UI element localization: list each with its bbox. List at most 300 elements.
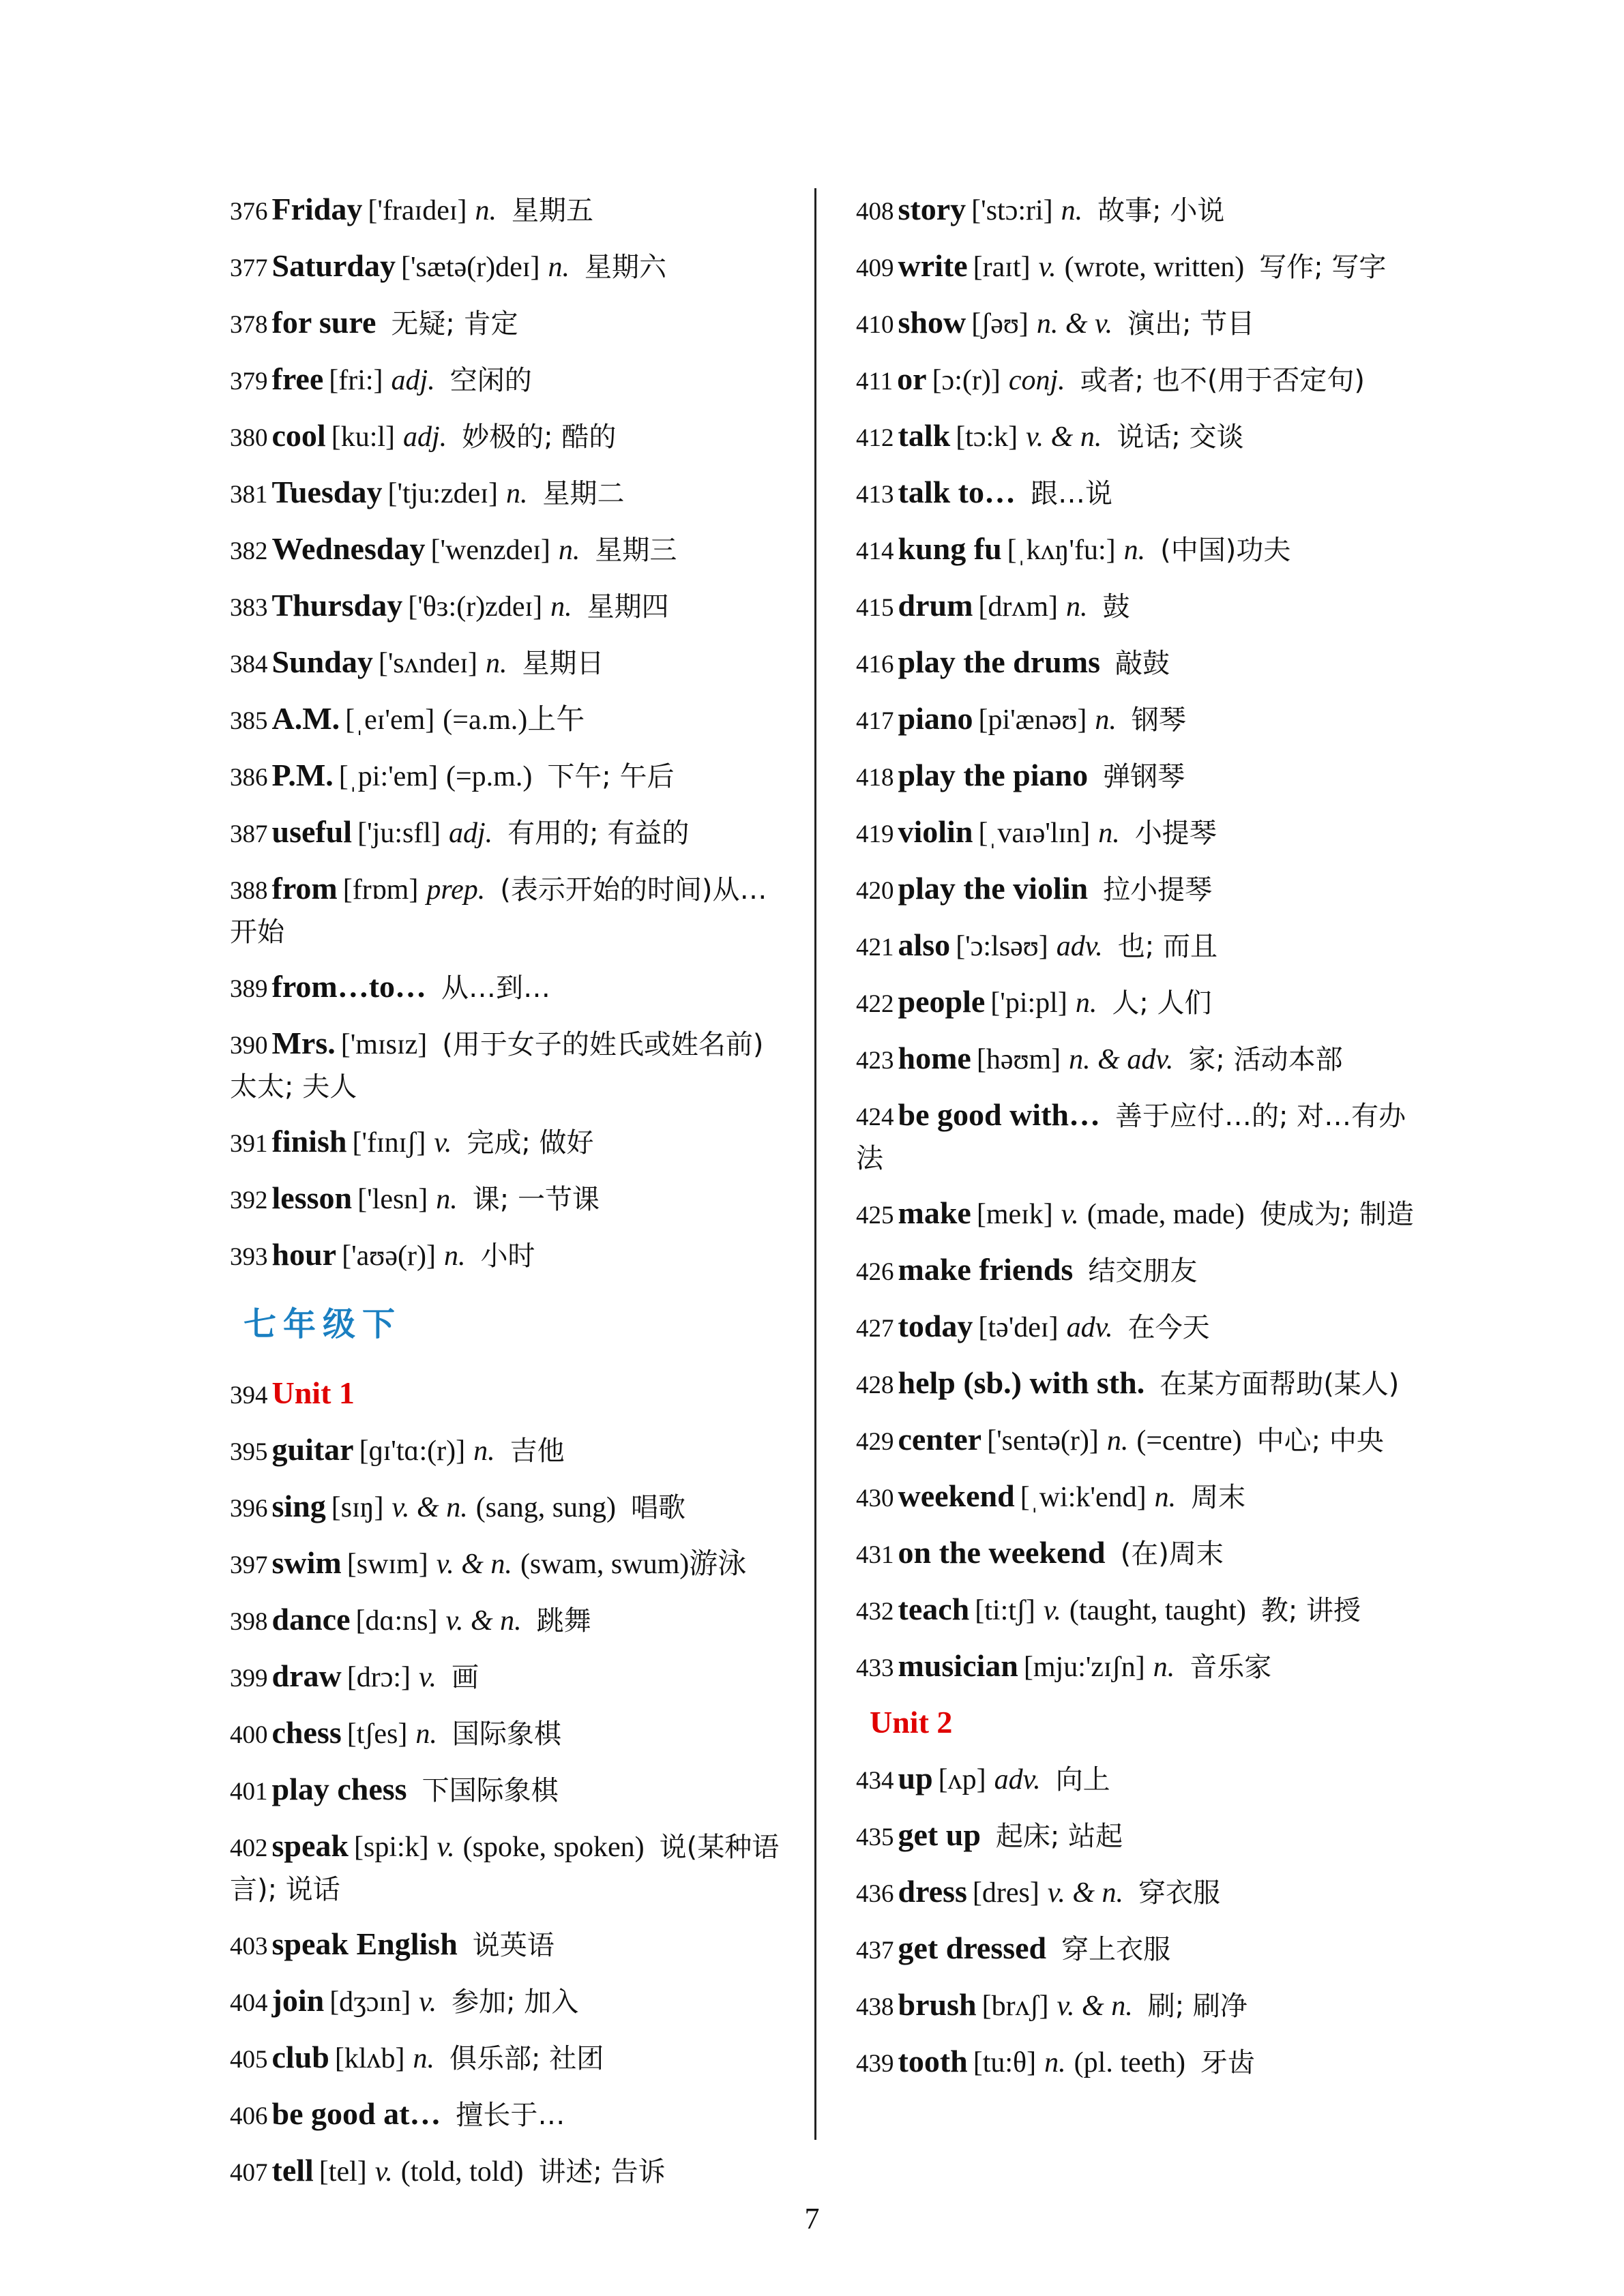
entry-number: 382 bbox=[230, 537, 268, 565]
vocab-entry bbox=[230, 188, 789, 233]
vocab-entry bbox=[856, 1094, 1419, 1180]
entry-number: 409 bbox=[856, 254, 894, 282]
entry-number: 428 bbox=[856, 1371, 894, 1399]
entry-number: 418 bbox=[856, 764, 894, 792]
vocab-entry bbox=[856, 1037, 1419, 1082]
phonetic: [sɪŋ] bbox=[331, 1492, 384, 1523]
part-of-speech: n. bbox=[1098, 818, 1120, 849]
headword: A.M. bbox=[271, 701, 340, 736]
word-forms: (=a.m.)上午 bbox=[443, 704, 585, 736]
entry-number: 407 bbox=[230, 2159, 268, 2187]
phonetic: [frɒm] bbox=[342, 874, 419, 906]
phonetic: ['sʌndeɪ] bbox=[378, 648, 478, 679]
entry-number: 386 bbox=[230, 764, 268, 792]
vocab-entry bbox=[856, 528, 1419, 572]
phonetic: [meɪk] bbox=[976, 1199, 1053, 1230]
part-of-speech: n. bbox=[1044, 2047, 1066, 2078]
vocab-entry bbox=[230, 245, 789, 289]
vocab-entry bbox=[230, 1598, 789, 1643]
left-column bbox=[230, 188, 789, 2206]
chinese-meaning: 跟…说 bbox=[1031, 478, 1112, 509]
vocab-entry bbox=[230, 1980, 789, 2024]
vocab-entry bbox=[230, 528, 789, 572]
part-of-speech: adv. bbox=[1066, 1312, 1113, 1343]
vocab-entry bbox=[856, 1870, 1419, 1915]
part-of-speech: n. bbox=[1066, 591, 1088, 623]
part-of-speech: v. bbox=[1061, 1199, 1079, 1230]
part-of-speech: v. bbox=[419, 1662, 437, 1693]
part-of-speech: n. & adv. bbox=[1069, 1044, 1174, 1075]
headword: guitar bbox=[271, 1432, 354, 1467]
entry-number: 417 bbox=[856, 707, 894, 735]
vocab-entry bbox=[856, 641, 1419, 685]
entry-number: 392 bbox=[230, 1187, 268, 1214]
entry-number: 434 bbox=[856, 1767, 894, 1795]
phonetic: [ɔ:(r)] bbox=[932, 365, 1001, 396]
chinese-meaning: (中国)功夫 bbox=[1160, 535, 1291, 566]
chinese-meaning: 课; 一节课 bbox=[472, 1184, 600, 1215]
part-of-speech: v. bbox=[1043, 1595, 1061, 1626]
chinese-meaning: 讲述; 告诉 bbox=[538, 2156, 666, 2188]
headword: today bbox=[898, 1309, 973, 1343]
chinese-meaning: 俱乐部; 社团 bbox=[449, 2043, 604, 2074]
vocab-entry bbox=[230, 2093, 789, 2137]
headword: dance bbox=[271, 1602, 351, 1637]
chinese-meaning: 善于应付…的; 对…有办法 bbox=[856, 1101, 1406, 1174]
entry-number: 397 bbox=[230, 1551, 268, 1579]
vocab-entry bbox=[230, 1542, 789, 1586]
unit-heading bbox=[870, 1701, 1419, 1745]
phonetic: [ˌkʌŋ'fu:] bbox=[1007, 535, 1116, 566]
entry-number: 427 bbox=[856, 1315, 894, 1343]
entry-number: 419 bbox=[856, 820, 894, 848]
chinese-meaning: 结交朋友 bbox=[1088, 1255, 1198, 1287]
headword: be good with… bbox=[898, 1097, 1100, 1132]
chinese-meaning: 有用的; 有益的 bbox=[507, 818, 690, 849]
entry-number: 403 bbox=[230, 1933, 268, 1960]
part-of-speech: v. & n. bbox=[1047, 1877, 1124, 1909]
vocab-entry bbox=[230, 1022, 789, 1108]
chinese-meaning: 弹钢琴 bbox=[1103, 761, 1185, 792]
chinese-meaning: 小提琴 bbox=[1134, 818, 1217, 849]
headword: sing bbox=[271, 1489, 326, 1523]
chinese-meaning: 家; 活动本部 bbox=[1188, 1044, 1343, 1075]
part-of-speech: n. bbox=[413, 2043, 435, 2074]
entry-number: 414 bbox=[856, 537, 894, 565]
chinese-meaning: 星期六 bbox=[584, 252, 666, 283]
vocab-entry bbox=[230, 1712, 789, 1756]
vocab-entry bbox=[856, 1532, 1419, 1576]
part-of-speech: n. bbox=[1095, 704, 1117, 736]
chinese-meaning: 使成为; 制造 bbox=[1259, 1199, 1414, 1230]
entry-number: 432 bbox=[856, 1598, 894, 1626]
entry-number: 408 bbox=[856, 198, 894, 226]
entry-number: 423 bbox=[856, 1047, 894, 1075]
entry-number: 385 bbox=[230, 707, 268, 735]
vocab-entry bbox=[230, 1120, 789, 1165]
headword: write bbox=[898, 248, 968, 283]
phonetic: ['sætə(r)deɪ] bbox=[400, 252, 540, 283]
vocab-entry bbox=[856, 1192, 1419, 1236]
entry-number: 422 bbox=[856, 990, 894, 1018]
chinese-meaning: 星期四 bbox=[587, 591, 669, 623]
part-of-speech: n. & v. bbox=[1036, 308, 1113, 340]
headword: on the weekend bbox=[898, 1535, 1106, 1570]
section-heading: 七年级下 bbox=[243, 1305, 402, 1343]
headword: weekend bbox=[898, 1478, 1015, 1513]
vocab-entry bbox=[230, 358, 789, 402]
vocab-entry bbox=[230, 1923, 789, 1967]
vocab-entry bbox=[230, 1429, 789, 1473]
part-of-speech: conj. bbox=[1008, 365, 1065, 396]
word-forms: (pl. teeth) bbox=[1074, 2047, 1185, 2078]
vocab-entry bbox=[230, 811, 789, 855]
phonetic: [həʊm] bbox=[976, 1044, 1061, 1075]
vocab-entry bbox=[856, 924, 1419, 968]
chinese-meaning: 演出; 节目 bbox=[1127, 308, 1255, 340]
vocab-entry bbox=[856, 1927, 1419, 1971]
chinese-meaning: 牙齿 bbox=[1200, 2047, 1255, 2078]
entry-number: 437 bbox=[856, 1937, 894, 1965]
chinese-meaning: 空闲的 bbox=[449, 365, 532, 396]
entry-number: 420 bbox=[856, 877, 894, 905]
part-of-speech: n. bbox=[505, 478, 528, 509]
entry-number: 388 bbox=[230, 877, 268, 905]
entry-number: 402 bbox=[230, 1834, 268, 1862]
entry-number: 413 bbox=[856, 481, 894, 509]
headword: Mrs. bbox=[271, 1026, 336, 1060]
part-of-speech: prep. bbox=[426, 874, 486, 906]
vocab-entry bbox=[856, 1814, 1419, 1858]
entry-number: 390 bbox=[230, 1032, 268, 1060]
headword: play the violin bbox=[898, 871, 1089, 906]
phonetic: [mju:'zɪʃn] bbox=[1023, 1652, 1145, 1683]
right-column bbox=[856, 188, 1419, 2097]
headword: get up bbox=[898, 1817, 981, 1852]
headword: speak bbox=[271, 1828, 349, 1863]
phonetic: ['ɔ:lsəʊ] bbox=[956, 931, 1048, 962]
chinese-meaning: 鼓 bbox=[1102, 591, 1130, 623]
headword: play the piano bbox=[898, 758, 1089, 792]
vocab-entry bbox=[856, 1645, 1419, 1689]
headword: make friends bbox=[898, 1252, 1074, 1287]
phonetic: ['wenzdeɪ] bbox=[430, 535, 550, 566]
vocab-entry bbox=[230, 2036, 789, 2081]
vocab-entry bbox=[856, 1362, 1419, 1406]
entry-number: 404 bbox=[230, 1989, 268, 2017]
headword: kung fu bbox=[898, 531, 1002, 566]
phonetic: [swɪm] bbox=[346, 1549, 428, 1580]
vocab-entry bbox=[856, 698, 1419, 742]
part-of-speech: n. bbox=[1075, 987, 1097, 1019]
phonetic: ['fraɪdeɪ] bbox=[368, 195, 467, 226]
unit-label: Unit 2 bbox=[870, 1705, 953, 1740]
headword: tooth bbox=[898, 2044, 968, 2078]
entry-number: 387 bbox=[230, 820, 268, 848]
part-of-speech: n. bbox=[550, 591, 572, 623]
headword: swim bbox=[271, 1545, 342, 1580]
vocab-entry bbox=[230, 1655, 789, 1699]
vocab-entry bbox=[230, 415, 789, 459]
unit-label: Unit 1 bbox=[271, 1375, 355, 1410]
phonetic: ['pi:pl] bbox=[990, 987, 1067, 1019]
headword: talk bbox=[898, 418, 951, 453]
vocab-entry bbox=[230, 471, 789, 516]
word-forms: (sang, sung) bbox=[475, 1492, 617, 1523]
vocab-entry bbox=[230, 301, 789, 346]
entry-number: 401 bbox=[230, 1778, 268, 1806]
headword: lesson bbox=[271, 1180, 353, 1215]
chinese-meaning: 刷; 刷净 bbox=[1147, 1991, 1247, 2022]
vocab-entry bbox=[856, 867, 1419, 912]
part-of-speech: v. & n. bbox=[1026, 421, 1102, 453]
chinese-meaning: (用于女子的姓氏或姓名前)太太; 夫人 bbox=[230, 1029, 764, 1103]
chinese-meaning: 故事; 小说 bbox=[1097, 195, 1225, 226]
entry-number: 426 bbox=[856, 1258, 894, 1286]
part-of-speech: v. bbox=[374, 2156, 393, 2188]
phonetic: [ku:l] bbox=[331, 421, 396, 453]
entry-number: 435 bbox=[856, 1823, 894, 1851]
chinese-meaning: 下国际象棋 bbox=[422, 1775, 559, 1806]
chinese-meaning: 人; 人们 bbox=[1112, 987, 1212, 1019]
headword: from bbox=[271, 871, 338, 906]
phonetic: [ti:tʃ] bbox=[975, 1595, 1035, 1626]
part-of-speech: n. bbox=[1154, 1482, 1177, 1513]
page-number: 7 bbox=[804, 2202, 820, 2235]
part-of-speech: adj. bbox=[448, 818, 493, 849]
entry-number: 389 bbox=[230, 975, 268, 1003]
chinese-meaning: 向上 bbox=[1055, 1764, 1110, 1795]
vocab-entry bbox=[230, 641, 789, 685]
chinese-meaning: 参加; 加入 bbox=[452, 1986, 579, 2018]
chinese-meaning: 国际象棋 bbox=[452, 1718, 561, 1750]
vocab-entry bbox=[230, 754, 789, 799]
vocab-entry bbox=[230, 966, 789, 1010]
word-forms: (=p.m.) bbox=[445, 761, 533, 792]
vocab-entry bbox=[856, 1418, 1419, 1463]
chinese-meaning: 中心; 中央 bbox=[1256, 1425, 1384, 1457]
vocab-entry bbox=[230, 698, 789, 742]
entry-number: 421 bbox=[856, 934, 894, 961]
vocab-entry bbox=[856, 301, 1419, 346]
chinese-meaning: 画 bbox=[452, 1662, 479, 1693]
chinese-meaning: (在)周末 bbox=[1120, 1538, 1224, 1570]
chinese-meaning: 穿上衣服 bbox=[1061, 1934, 1171, 1965]
headword: Sunday bbox=[271, 644, 373, 679]
part-of-speech: v. & n. bbox=[1057, 1991, 1133, 2022]
phonetic: [drʌm] bbox=[978, 591, 1059, 623]
headword: make bbox=[898, 1195, 971, 1230]
chinese-meaning: 说(某种语言); 说话 bbox=[230, 1832, 780, 1905]
part-of-speech: n. bbox=[558, 535, 580, 566]
vocab-entry bbox=[230, 1234, 789, 1278]
headword: home bbox=[898, 1041, 971, 1075]
entry-number: 431 bbox=[856, 1541, 894, 1569]
phonetic: [ˌwi:k'end] bbox=[1020, 1482, 1147, 1513]
phonetic: [brʌʃ] bbox=[981, 1991, 1049, 2022]
vocab-entry bbox=[856, 1305, 1419, 1350]
phonetic: [fri:] bbox=[329, 365, 383, 396]
part-of-speech: n. bbox=[475, 195, 497, 226]
phonetic: [ˌeɪ'em] bbox=[345, 704, 435, 736]
entry-number: 395 bbox=[230, 1438, 268, 1466]
headword: Saturday bbox=[271, 248, 396, 283]
headword: from…to… bbox=[271, 969, 427, 1004]
chinese-meaning: 小时 bbox=[480, 1240, 535, 1272]
chinese-meaning: 敲鼓 bbox=[1114, 648, 1170, 679]
entry-number: 416 bbox=[856, 651, 894, 679]
chinese-meaning: 在某方面帮助(某人) bbox=[1160, 1369, 1400, 1400]
headword: club bbox=[271, 2040, 329, 2074]
headword: drum bbox=[898, 588, 973, 623]
phonetic: [tɔ:k] bbox=[956, 421, 1018, 453]
vocab-entry bbox=[230, 2149, 789, 2194]
headword: story bbox=[898, 192, 966, 226]
headword: talk to… bbox=[898, 475, 1016, 509]
chinese-meaning: (表示开始的时间)从…开始 bbox=[230, 874, 767, 948]
vocab-entry bbox=[230, 1768, 789, 1813]
headword: hour bbox=[271, 1237, 337, 1272]
phonetic: [tʃes] bbox=[346, 1718, 408, 1750]
phonetic: ['mɪsɪz] bbox=[340, 1029, 428, 1060]
entry-number: 398 bbox=[230, 1608, 268, 1636]
headword: useful bbox=[271, 814, 353, 849]
headword: play the drums bbox=[898, 644, 1100, 679]
word-forms: (=centre) bbox=[1136, 1425, 1242, 1457]
part-of-speech: v. bbox=[1038, 252, 1057, 283]
phonetic: [tə'deɪ] bbox=[978, 1312, 1059, 1343]
entry-number: 394 bbox=[230, 1382, 268, 1410]
entry-number: 415 bbox=[856, 594, 894, 622]
chinese-meaning: 拉小提琴 bbox=[1103, 874, 1213, 906]
headword: teach bbox=[898, 1592, 970, 1626]
entry-number: 378 bbox=[230, 311, 268, 339]
headword: piano bbox=[898, 701, 973, 736]
chinese-meaning: 教; 讲授 bbox=[1260, 1595, 1361, 1626]
phonetic: [spi:k] bbox=[353, 1832, 429, 1863]
phonetic: [pi'ænəʊ] bbox=[978, 704, 1087, 736]
word-forms: (wrote, written) bbox=[1064, 252, 1245, 283]
part-of-speech: n. bbox=[1061, 195, 1083, 226]
headword: musician bbox=[898, 1648, 1018, 1683]
vocab-entry bbox=[856, 471, 1419, 516]
entry-number: 399 bbox=[230, 1665, 268, 1693]
entry-number: 379 bbox=[230, 368, 268, 396]
chinese-meaning: 穿衣服 bbox=[1138, 1877, 1221, 1909]
part-of-speech: v. bbox=[434, 1127, 452, 1159]
headword: show bbox=[898, 305, 966, 340]
headword: or bbox=[897, 361, 927, 396]
headword: Thursday bbox=[271, 588, 403, 623]
part-of-speech: n. bbox=[1123, 535, 1146, 566]
part-of-speech: n. bbox=[486, 648, 507, 679]
phonetic: [dʒɔɪn] bbox=[329, 1986, 411, 2018]
chinese-meaning: 音乐家 bbox=[1190, 1652, 1272, 1683]
entry-number: 380 bbox=[230, 424, 268, 452]
headword: chess bbox=[271, 1715, 342, 1750]
chinese-meaning: 唱歌 bbox=[631, 1492, 686, 1523]
vocab-entry bbox=[856, 245, 1419, 289]
phonetic: ['stɔ:ri] bbox=[971, 195, 1053, 226]
chinese-meaning: 下午; 午后 bbox=[547, 761, 675, 792]
chinese-meaning: 星期五 bbox=[512, 195, 594, 226]
word-forms: (taught, taught) bbox=[1069, 1595, 1246, 1626]
vocab-entry bbox=[856, 584, 1419, 629]
part-of-speech: n. bbox=[473, 1435, 495, 1467]
entry-number: 391 bbox=[230, 1130, 268, 1158]
entry-number: 425 bbox=[856, 1202, 894, 1229]
headword: help (sb.) with sth. bbox=[898, 1365, 1145, 1400]
phonetic: ['aʊə(r)] bbox=[342, 1240, 436, 1272]
chinese-meaning: 也; 而且 bbox=[1117, 931, 1217, 962]
headword: join bbox=[271, 1983, 325, 2018]
unit-heading bbox=[230, 1372, 789, 1416]
chinese-meaning: 吉他 bbox=[510, 1435, 565, 1467]
phonetic: ['lesn] bbox=[357, 1184, 428, 1215]
vocab-entry bbox=[230, 1825, 789, 1911]
phonetic: [dres] bbox=[972, 1877, 1039, 1909]
phonetic: [ʌp] bbox=[938, 1764, 986, 1795]
vocab-entry bbox=[856, 358, 1419, 402]
vocab-entry bbox=[230, 867, 789, 953]
phonetic: ['ju:sfl] bbox=[357, 818, 441, 849]
phonetic: ['sentə(r)] bbox=[987, 1425, 1099, 1457]
entry-number: 396 bbox=[230, 1495, 268, 1523]
chinese-meaning: 周末 bbox=[1191, 1482, 1246, 1513]
part-of-speech: n. bbox=[548, 252, 570, 283]
headword: also bbox=[898, 927, 951, 962]
entry-number: 430 bbox=[856, 1485, 894, 1512]
vocab-entry bbox=[856, 2040, 1419, 2085]
headword: people bbox=[898, 984, 986, 1019]
headword: violin bbox=[898, 814, 973, 849]
entry-number: 411 bbox=[856, 368, 894, 396]
phonetic: [dɑ:ns] bbox=[355, 1605, 438, 1637]
part-of-speech: adj. bbox=[391, 365, 435, 396]
chinese-meaning: 星期二 bbox=[542, 478, 625, 509]
vocab-entry bbox=[856, 415, 1419, 459]
part-of-speech: n. bbox=[1153, 1652, 1175, 1683]
headword: tell bbox=[271, 2153, 314, 2188]
part-of-speech: n. bbox=[415, 1718, 437, 1750]
headword: for sure bbox=[271, 305, 377, 340]
headword: get dressed bbox=[898, 1930, 1047, 1965]
part-of-speech: n. bbox=[1106, 1425, 1129, 1457]
entry-number: 384 bbox=[230, 651, 268, 679]
entry-number: 424 bbox=[856, 1103, 894, 1131]
entry-number: 410 bbox=[856, 311, 894, 339]
vocab-entry bbox=[230, 1177, 789, 1221]
headword: Friday bbox=[271, 192, 363, 226]
phonetic: [ˌpi:'em] bbox=[338, 761, 438, 792]
vocab-entry bbox=[856, 754, 1419, 799]
entry-number: 400 bbox=[230, 1721, 268, 1749]
entry-number: 436 bbox=[856, 1880, 894, 1908]
chinese-meaning: 说英语 bbox=[472, 1930, 555, 1961]
headword: up bbox=[898, 1761, 933, 1795]
vocab-entry bbox=[856, 188, 1419, 233]
headword: draw bbox=[271, 1658, 342, 1693]
phonetic: [tel] bbox=[319, 2156, 367, 2188]
entry-number: 412 bbox=[856, 424, 894, 452]
phonetic: ['tju:zdeɪ] bbox=[387, 478, 498, 509]
headword: speak English bbox=[271, 1926, 458, 1961]
chinese-meaning: 跳舞 bbox=[536, 1605, 591, 1637]
vocab-entry bbox=[856, 1984, 1419, 2028]
part-of-speech: v. & n. bbox=[436, 1549, 512, 1580]
vocab-entry bbox=[856, 1249, 1419, 1293]
word-forms: (spoke, spoken) bbox=[462, 1832, 645, 1863]
